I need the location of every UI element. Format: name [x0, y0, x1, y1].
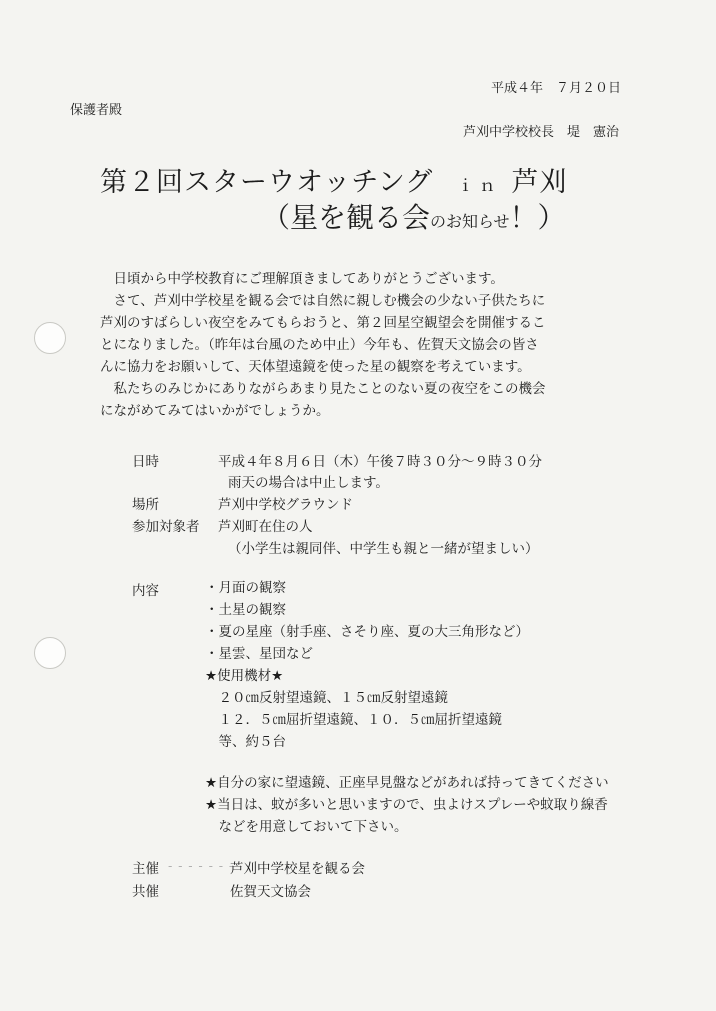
intro-line: とになりました。（昨年は台風のため中止）今年も、佐賀天文協会の皆さ: [100, 337, 539, 353]
target-label: 参加対象者: [132, 519, 200, 535]
intro-line: にながめてみてはいかがでしょうか。: [100, 403, 330, 419]
intro-line: さて、芦刈中学校星を観る会では自然に親しむ機会の少ない子供たちに: [100, 293, 546, 309]
intro-line: 私たちのみじかにありながらあまり見たことのない夏の夜空をこの機会: [100, 381, 546, 397]
sender: 芦刈中学校校長 堤 憲治: [463, 125, 620, 140]
page-subtitle: [262, 196, 566, 236]
content-list: [205, 577, 529, 753]
notes-list: [205, 772, 609, 838]
content-item: ・星雲、星団など: [205, 646, 313, 662]
cohost-value: 佐賀天文協会: [230, 884, 311, 900]
equipment-heading: ★使用機材★: [205, 668, 284, 684]
title-in: ｉｎ: [457, 176, 502, 195]
host-label: 主催: [132, 861, 159, 877]
issue-date: 平成４年 ７月２０日: [491, 81, 622, 96]
punch-hole: [34, 637, 66, 669]
title-main: 第２回スターウオッチング: [100, 167, 434, 198]
content-item: ・夏の星座（射手座、さそり座、夏の大三角形など）: [205, 624, 529, 640]
note-item: ★自分の家に望遠鏡、正座早見盤などがあれば持ってきてください: [205, 775, 609, 791]
intro-line: 日頃から中学校教育にご理解頂きましてありがとうございます。: [100, 271, 504, 287]
addressee: 保護者殿: [70, 103, 123, 118]
cohost-label: 共催: [132, 884, 159, 900]
target-note: （小学生は親同伴、中学生も親と一緒が望ましい）: [228, 541, 539, 557]
leader-dashes: - - - - - - -: [168, 859, 235, 873]
content-item: ・月面の観察: [205, 580, 286, 596]
note-item: ★当日は、蚊が多いと思いますので、虫よけスプレーや蚊取り線香: [205, 797, 608, 813]
equipment-item: １２．５㎝屈折望遠鏡、１０．５㎝屈折望遠鏡: [205, 712, 502, 728]
date-label: 日時: [132, 454, 159, 470]
subtitle-main: （星を観る会: [262, 201, 431, 234]
host-value: 芦刈中学校星を観る会: [230, 861, 365, 877]
content-item: ・土星の観察: [205, 602, 286, 618]
subtitle-end: ！）: [509, 201, 566, 234]
place-label: 場所: [132, 497, 159, 513]
target-value: 芦刈町在住の人: [218, 519, 313, 535]
title-place: 芦刈: [511, 167, 568, 198]
place-value: 芦刈中学校グラウンド: [218, 497, 353, 513]
subtitle-small: のお知らせ: [430, 212, 510, 231]
date-note: 雨天の場合は中止します。: [228, 475, 389, 491]
punch-hole: [34, 322, 66, 354]
equipment-item: ２０㎝反射望遠鏡、１５㎝反射望遠鏡: [205, 690, 448, 706]
intro-line: 芦刈のすばらしい夜空をみてもらおうと、第２回星空観望会を開催するこ: [100, 315, 546, 331]
date-value: 平成４年８月６日（木）午後７時３０分～９時３０分: [218, 454, 542, 470]
content-label: 内容: [132, 583, 159, 599]
intro-text: [100, 268, 590, 422]
intro-line: んに協力をお願いして、天体望遠鏡を使った星の観察を考えています。: [100, 359, 531, 375]
note-item: などを用意しておいて下さい。: [205, 819, 408, 835]
equipment-item: 等、約５台: [205, 734, 286, 750]
page-title: [100, 160, 567, 199]
